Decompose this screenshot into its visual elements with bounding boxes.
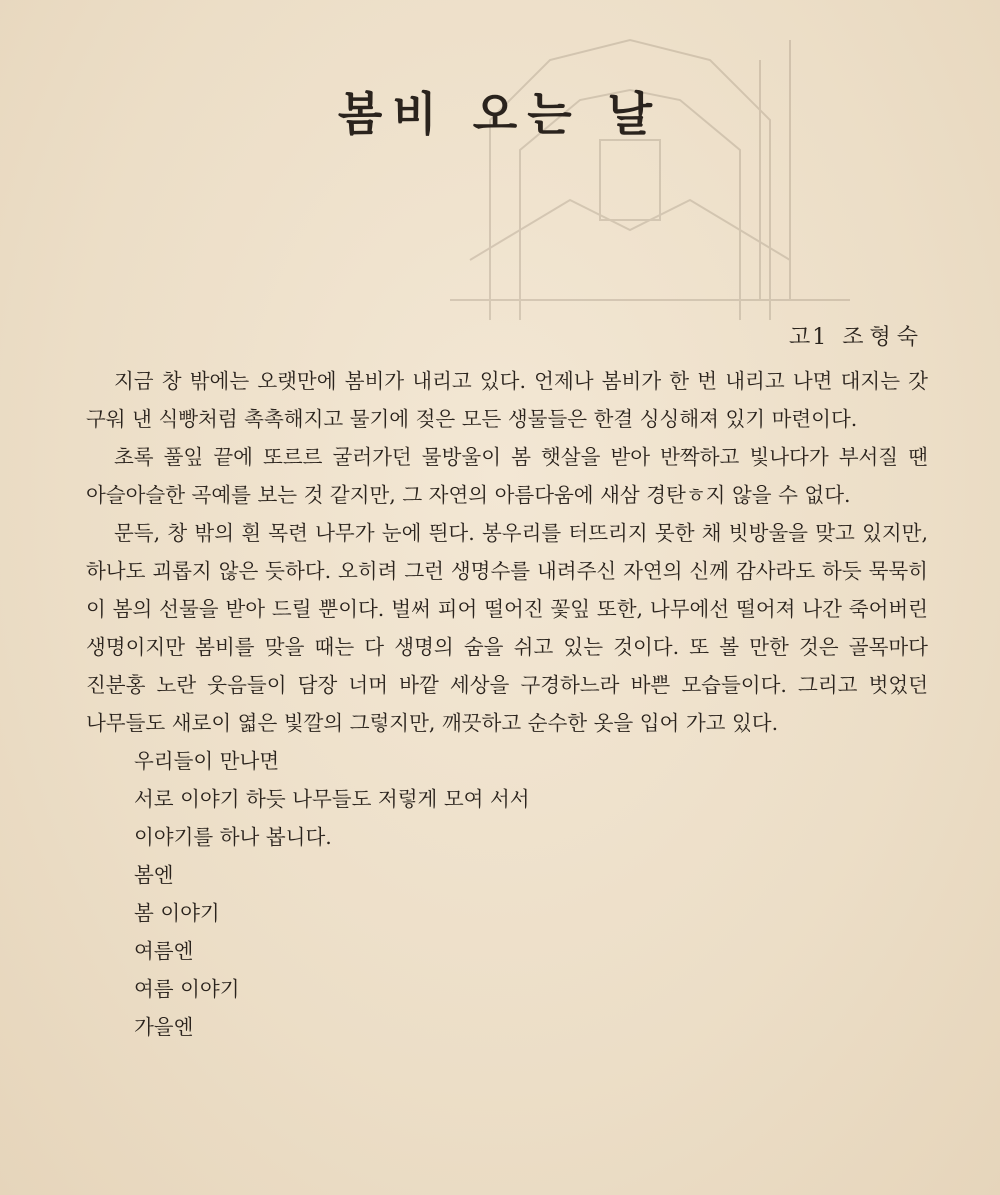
poem-line-5: 봄 이야기	[134, 901, 220, 925]
poem-line-2: 서로 이야기 하듯 나무들도 저렇게 모여 서서	[134, 787, 530, 811]
show-through-illustration	[430, 0, 870, 330]
poem-line-6: 여름엔	[134, 939, 194, 963]
paragraph-2: 초록 풀잎 끝에 또르르 굴러가던 물방울이 봄 햇살을 받아 반짝하고 빛나다가 부서질 땐 아슬아슬한 곡예를 보는 것 같지만, 그 자연의 아름다움에 새삼 경탄ㅎ지 않을 수 없다.	[86, 445, 928, 507]
page-title: 봄비 오는 날	[337, 87, 663, 141]
poem-line-7: 여름 이야기	[134, 977, 240, 1001]
author-name: 조형숙	[842, 325, 924, 350]
paragraph-1: 지금 창 밖에는 오랫만에 봄비가 내리고 있다. 언제나 봄비가 한 번 내리고 나면 대지는 갓 구워 낸 식빵처럼 촉촉해지고 물기에 젖은 모든 생물들은 한결 싱싱해져 있기 마련이다.	[86, 369, 928, 431]
body-text	[86, 362, 928, 1046]
poem-line-3: 이야기를 하나 봅니다.	[134, 825, 332, 849]
poem-block	[86, 742, 928, 1046]
poem-line-8: 가을엔	[134, 1015, 194, 1039]
poem-line-4: 봄엔	[134, 863, 174, 887]
author-grade: 고1	[788, 325, 829, 350]
poem-line-1: 우리들이 만나면	[134, 749, 280, 773]
paragraph-3: 문득, 창 밖의 흰 목련 나무가 눈에 띈다. 봉우리를 터뜨리지 못한 채 빗방울을 맞고 있지만, 하나도 괴롭지 않은 듯하다. 오히려 그런 생명수를 내려주신 자연의 신께 감사라도 하듯 묵묵히 이 봄의 선물을 받아 드릴 뿐이다. 벌써 피어 떨어진 꽃잎 또한, 나무에선 떨어져 나간 죽어버린 생명이지만 봄비를 맞을 때는 다 생명의 숨을 쉬고 있는 것이다. 또 볼 만한 것은 골목마다 진분홍 노란 웃음들이 담장 너머 바깥 세상을 구경하느라 바쁜 모습들이다. 그리고 벗었던 나무들도 새로이 엷은 빛깔의 그렇지만, 깨끗하고 순수한 옷을 입어 가고 있다.	[86, 521, 928, 735]
byline	[789, 320, 924, 351]
